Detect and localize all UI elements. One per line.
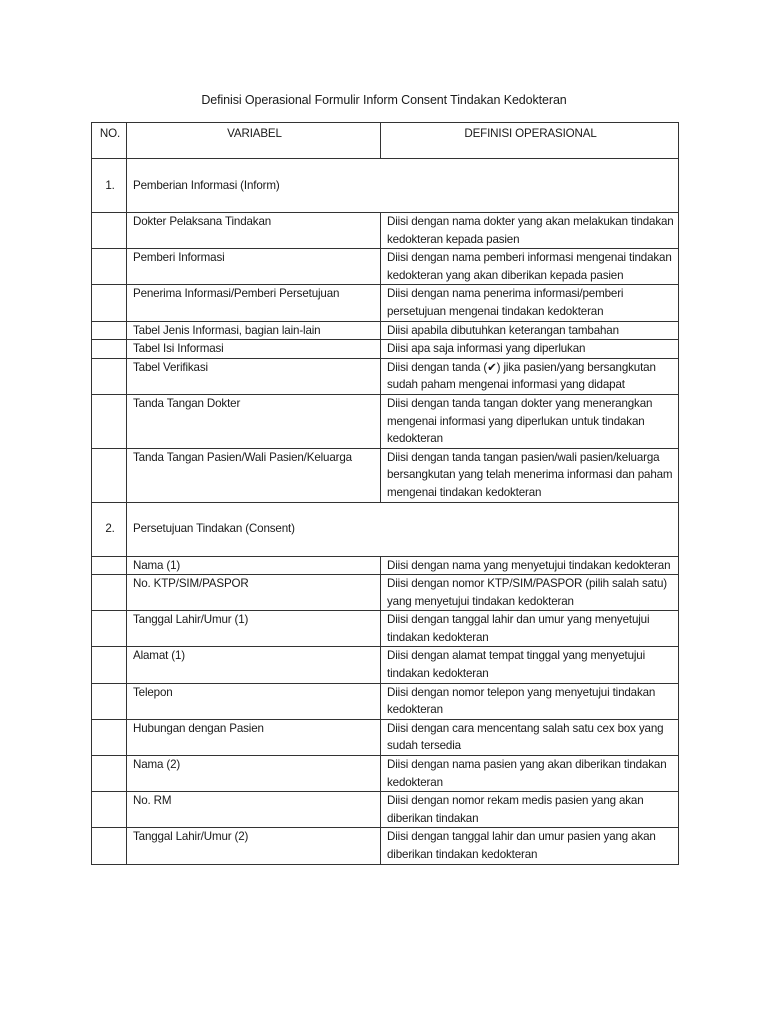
number-spacer-cell: [92, 394, 127, 448]
variabel-cell: Pemberi Informasi: [127, 249, 381, 285]
header-definisi: DEFINISI OPERASIONAL: [381, 123, 679, 159]
section-title: Pemberian Informasi (Inform): [127, 159, 679, 213]
definisi-cell: Diisi dengan tanda (✔) jika pasien/yang bersangkutan sudah paham mengenai informasi yang didapat: [381, 358, 679, 394]
number-spacer-cell: [92, 448, 127, 502]
definisi-cell: Diisi dengan tanda tangan dokter yang menerangkan mengenai informasi yang diperlukan untuk tindakan kedokteran: [381, 394, 679, 448]
definisi-cell: Diisi dengan nomor KTP/SIM/PASPOR (pilih salah satu) yang menyetujui tindakan kedokteran: [381, 575, 679, 611]
variabel-cell: Nama (1): [127, 556, 381, 575]
number-spacer-cell: [92, 249, 127, 285]
definisi-cell: Diisi dengan nama dokter yang akan melakukan tindakan kedokteran kepada pasien: [381, 213, 679, 249]
variabel-cell: Tanda Tangan Pasien/Wali Pasien/Keluarga: [127, 448, 381, 502]
variabel-cell: No. RM: [127, 792, 381, 828]
table-row: [92, 647, 679, 683]
section-row: [92, 159, 679, 213]
table-row: [92, 321, 679, 340]
table-row: [92, 683, 679, 719]
header-no: NO.: [92, 123, 127, 159]
document-title: Definisi Operasional Formulir Inform Consent Tindakan Kedokteran: [201, 93, 567, 107]
table-row: [92, 719, 679, 755]
variabel-cell: Tabel Jenis Informasi, bagian lain-lain: [127, 321, 381, 340]
table-row: [92, 340, 679, 359]
number-spacer-cell: [92, 340, 127, 359]
table-row: [92, 358, 679, 394]
table-row: [92, 285, 679, 321]
number-spacer-cell: [92, 611, 127, 647]
variabel-cell: No. KTP/SIM/PASPOR: [127, 575, 381, 611]
variabel-cell: Tabel Verifikasi: [127, 358, 381, 394]
number-spacer-cell: [92, 358, 127, 394]
definisi-cell: Diisi dengan nama pemberi informasi mengenai tindakan kedokteran yang akan diberikan kepada pasien: [381, 249, 679, 285]
number-spacer-cell: [92, 828, 127, 864]
number-spacer-cell: [92, 556, 127, 575]
section-number: 1.: [92, 159, 127, 213]
definisi-cell: Diisi dengan tanda tangan pasien/wali pasien/keluarga bersangkutan yang telah menerima informasi dan paham mengenai tindakan kedokteran: [381, 448, 679, 502]
definisi-cell: Diisi dengan nomor telepon yang menyetujui tindakan kedokteran: [381, 683, 679, 719]
table-row: [92, 792, 679, 828]
number-spacer-cell: [92, 756, 127, 792]
variabel-cell: Telepon: [127, 683, 381, 719]
table-row: [92, 828, 679, 864]
definition-table: [91, 122, 679, 865]
number-spacer-cell: [92, 213, 127, 249]
variabel-cell: Alamat (1): [127, 647, 381, 683]
definisi-cell: Diisi dengan alamat tempat tinggal yang menyetujui tindakan kedokteran: [381, 647, 679, 683]
variabel-cell: Penerima Informasi/Pemberi Persetujuan: [127, 285, 381, 321]
section-title: Persetujuan Tindakan (Consent): [127, 502, 679, 556]
definisi-cell: Diisi apabila dibutuhkan keterangan tambahan: [381, 321, 679, 340]
definisi-cell: Diisi dengan tanggal lahir dan umur pasien yang akan diberikan tindakan kedokteran: [381, 828, 679, 864]
variabel-cell: Tanggal Lahir/Umur (1): [127, 611, 381, 647]
table-row: [92, 556, 679, 575]
definition-table-body: [92, 123, 679, 865]
header-variabel: VARIABEL: [127, 123, 381, 159]
number-spacer-cell: [92, 285, 127, 321]
variabel-cell: Tanggal Lahir/Umur (2): [127, 828, 381, 864]
table-row: [92, 448, 679, 502]
definisi-cell: Diisi dengan nama penerima informasi/pemberi persetujuan mengenai tindakan kedokteran: [381, 285, 679, 321]
table-row: [92, 756, 679, 792]
variabel-cell: Hubungan dengan Pasien: [127, 719, 381, 755]
table-header-row: [92, 123, 679, 159]
variabel-cell: Tabel Isi Informasi: [127, 340, 381, 359]
table-row: [92, 394, 679, 448]
definisi-cell: Diisi apa saja informasi yang diperlukan: [381, 340, 679, 359]
number-spacer-cell: [92, 792, 127, 828]
definisi-cell: Diisi dengan nama pasien yang akan diberikan tindakan kedokteran: [381, 756, 679, 792]
definisi-cell: Diisi dengan nama yang menyetujui tindakan kedokteran: [381, 556, 679, 575]
table-row: [92, 575, 679, 611]
definisi-cell: Diisi dengan cara mencentang salah satu cex box yang sudah tersedia: [381, 719, 679, 755]
number-spacer-cell: [92, 719, 127, 755]
section-number: 2.: [92, 502, 127, 556]
variabel-cell: Tanda Tangan Dokter: [127, 394, 381, 448]
number-spacer-cell: [92, 321, 127, 340]
section-row: [92, 502, 679, 556]
table-row: [92, 213, 679, 249]
variabel-cell: Dokter Pelaksana Tindakan: [127, 213, 381, 249]
definisi-cell: Diisi dengan tanggal lahir dan umur yang menyetujui tindakan kedokteran: [381, 611, 679, 647]
number-spacer-cell: [92, 683, 127, 719]
variabel-cell: Nama (2): [127, 756, 381, 792]
number-spacer-cell: [92, 647, 127, 683]
table-row: [92, 249, 679, 285]
table-row: [92, 611, 679, 647]
definisi-cell: Diisi dengan nomor rekam medis pasien yang akan diberikan tindakan: [381, 792, 679, 828]
number-spacer-cell: [92, 575, 127, 611]
